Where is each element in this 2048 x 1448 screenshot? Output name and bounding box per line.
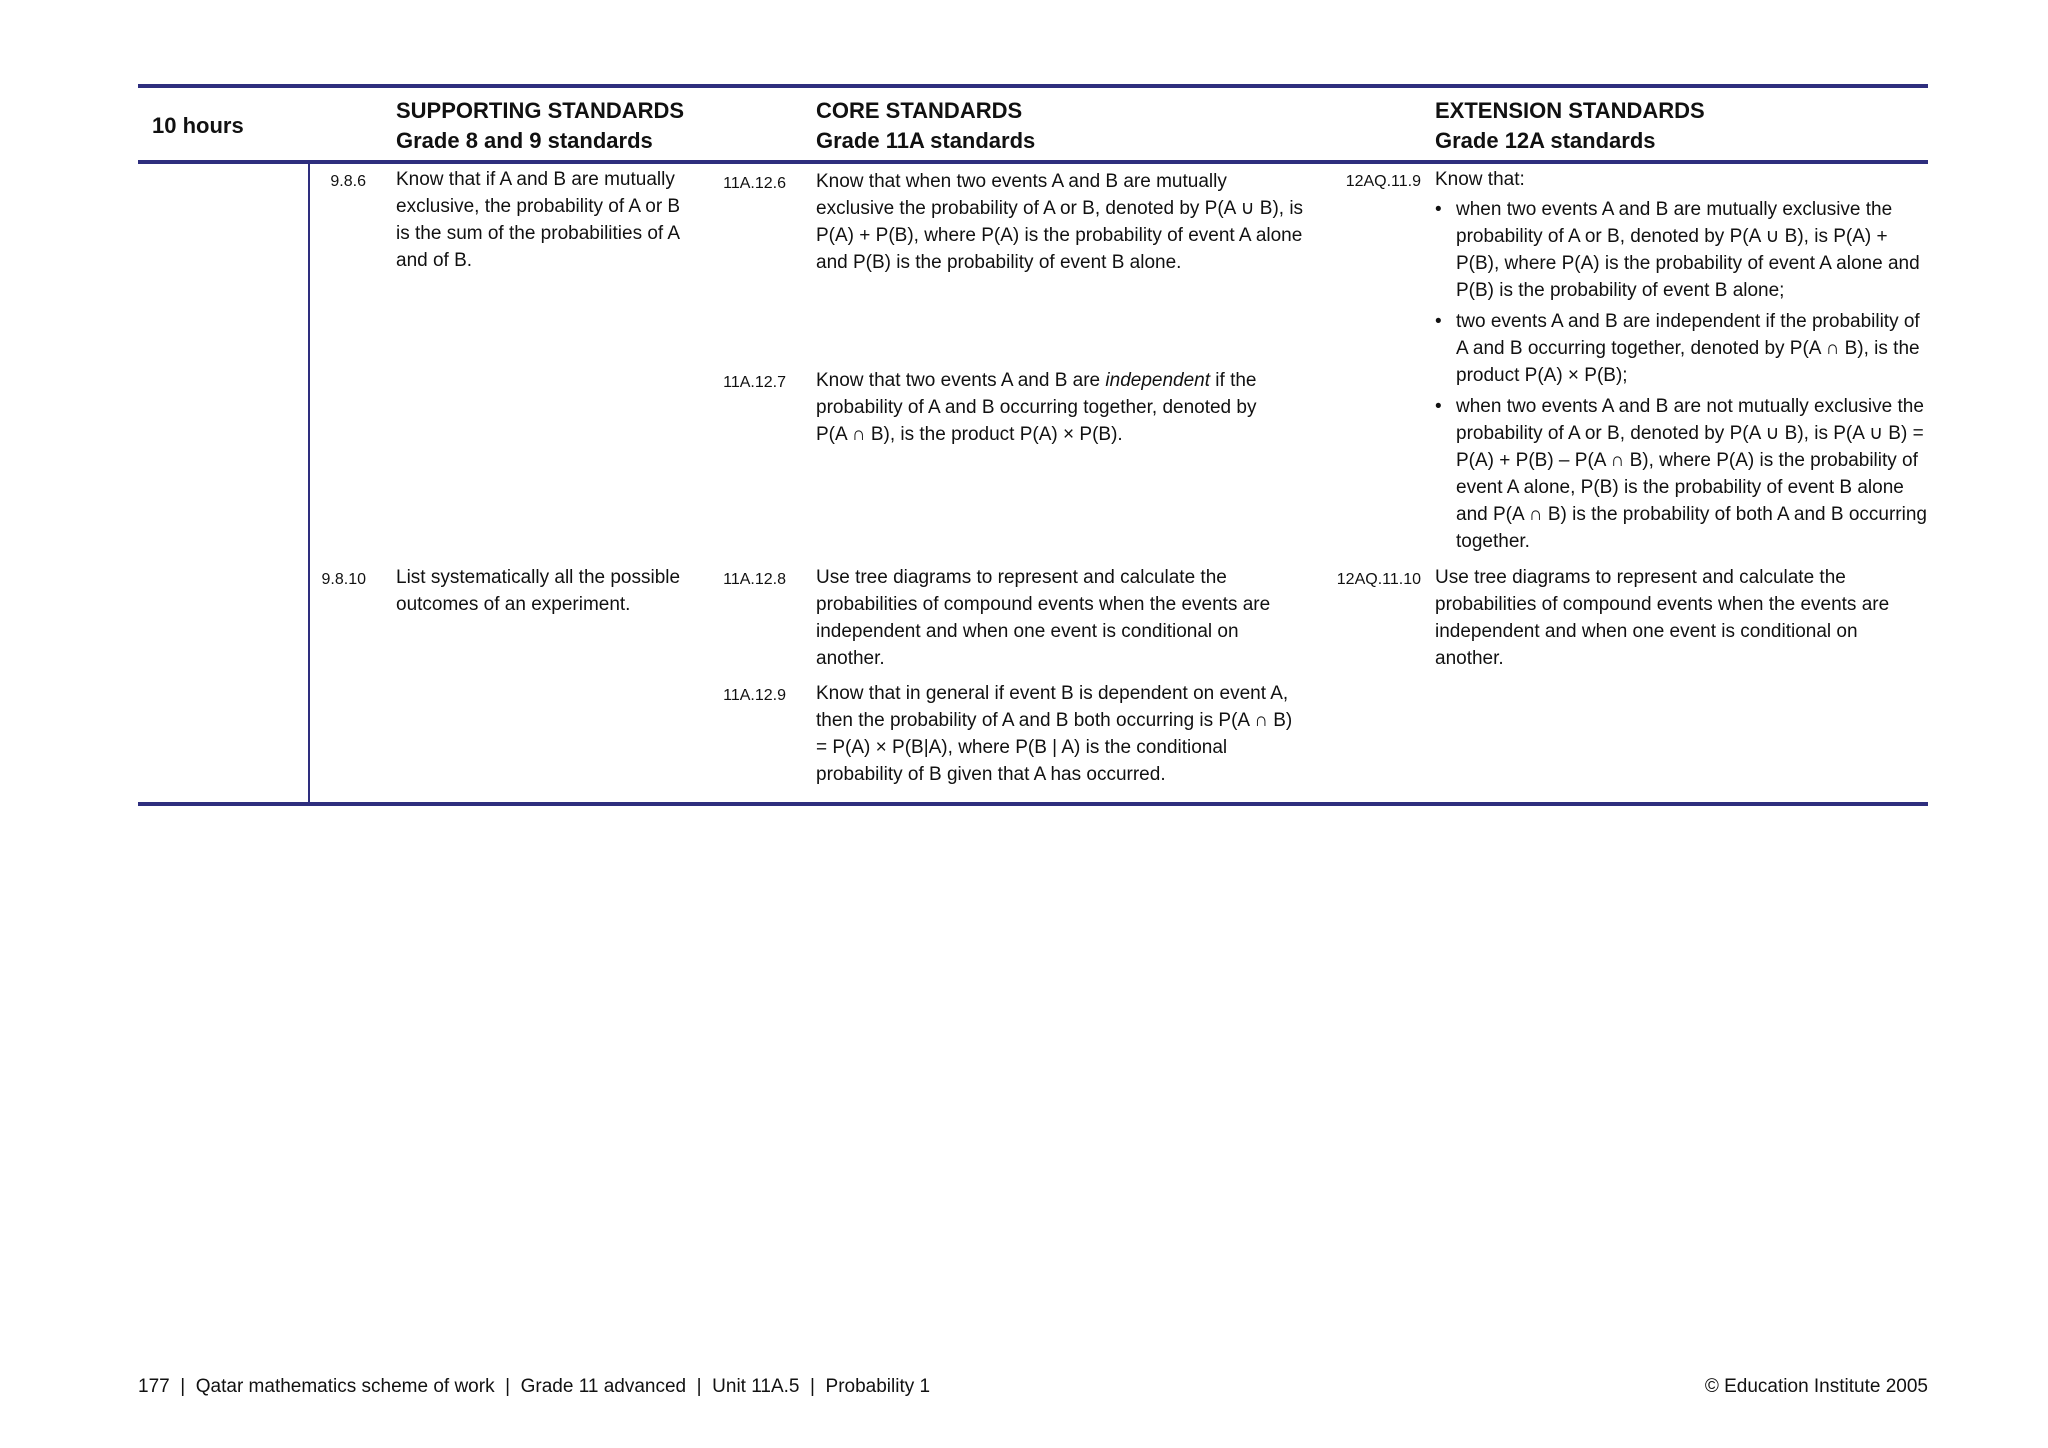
- standard-bullet-list: [1435, 196, 1928, 555]
- standard-text-part: Know that two events A and B are: [816, 370, 1106, 391]
- standard-text: Use tree diagrams to represent and calculate the probabilities of compound events when the events are independent and when one event is conditional on another.: [816, 567, 1271, 669]
- standard-code: 9.8.6: [330, 173, 366, 190]
- copyright-notice: © Education Institute 2005: [1704, 1376, 1928, 1397]
- core-subtitle: Grade 11A standards: [816, 128, 1036, 153]
- list-item: [1435, 308, 1928, 389]
- list-item-text: when two events A and B are not mutually exclusive the probability of A or B, denoted by P(A ∪ B), is P(A ∪ B) = P(A) + P(B) – P(A ∩ B), where P(A) is the probability of event A alone, P(B) is the probability of event B alone and P(A ∩ B) is the probability of both A and B occurring together.: [1456, 396, 1927, 552]
- standard-text: [1435, 166, 1928, 559]
- page-footer-info: 177 | Qatar mathematics scheme of work | Grade 11 advanced | Unit 11A.5 | Probability 1: [138, 1376, 931, 1397]
- list-item-text: when two events A and B are mutually exclusive the probability of A or B, denoted by P(A ∪ B), is P(A) + P(B), where P(A) is the probability of event A alone and P(B) is the probability of event B alone;: [1456, 199, 1920, 301]
- bullet-icon: •: [1435, 396, 1442, 417]
- table-header-rule: [138, 160, 1928, 164]
- hours-heading: 10 hours: [152, 113, 244, 138]
- standard-code: 11A.12.9: [723, 687, 786, 704]
- standard-code: 11A.12.6: [723, 175, 786, 192]
- standard-code: 12AQ.11.10: [1336, 571, 1421, 588]
- table-bottom-rule: [138, 802, 1928, 806]
- standard-text: List systematically all the possible outcomes of an experiment.: [396, 567, 681, 615]
- supporting-title: SUPPORTING STANDARDS: [396, 98, 685, 123]
- supporting-heading: [396, 96, 684, 156]
- standard-code: 11A.12.7: [723, 374, 786, 391]
- standard-text: Use tree diagrams to represent and calculate the probabilities of compound events when the events are independent and when one event is conditional on another.: [1435, 567, 1890, 669]
- standard-text: Know that in general if event B is dependent on event A, then the probability of A and B both occurring is P(A ∩ B) = P(A) × P(B|A), where P(B | A) is the conditional probability of B given that A has occurred.: [816, 683, 1293, 785]
- independent-emphasis: independent: [1105, 370, 1211, 391]
- standard-intro: Know that:: [1435, 169, 1525, 190]
- standard-code: 12AQ.11.9: [1345, 173, 1421, 190]
- core-heading: [816, 96, 1035, 156]
- extension-heading: [1435, 96, 1705, 156]
- table-top-rule: [138, 84, 1928, 88]
- standard-text: [816, 367, 1286, 448]
- core-title: CORE STANDARDS: [816, 98, 1023, 123]
- table-column-divider: [308, 162, 310, 804]
- standard-text: Know that if A and B are mutually exclusive, the probability of A or B is the sum of the probabilities of A and of B.: [396, 169, 681, 271]
- list-item-text: two events A and B are independent if the probability of A and B occurring together, denoted by P(A ∩ B), is the product P(A) × P(B);: [1456, 311, 1920, 386]
- list-item: [1435, 196, 1928, 304]
- supporting-subtitle: Grade 8 and 9 standards: [396, 128, 653, 153]
- list-item: [1435, 393, 1928, 555]
- bullet-icon: •: [1435, 199, 1442, 220]
- standard-text-part: if the probability of A and B occurring together, denoted by P(A ∩ B), is the product P(A) × P(B).: [816, 370, 1257, 445]
- extension-title: EXTENSION STANDARDS: [1435, 98, 1705, 123]
- standard-code: 11A.12.8: [723, 571, 786, 588]
- standard-code: 9.8.10: [321, 571, 366, 588]
- standard-text: Know that when two events A and B are mutually exclusive the probability of A or B, denoted by P(A ∪ B), is P(A) + P(B), where P(A) is the probability of event A alone and P(B) is the probability of event B alone.: [816, 171, 1304, 273]
- bullet-icon: •: [1435, 311, 1442, 332]
- extension-subtitle: Grade 12A standards: [1435, 128, 1656, 153]
